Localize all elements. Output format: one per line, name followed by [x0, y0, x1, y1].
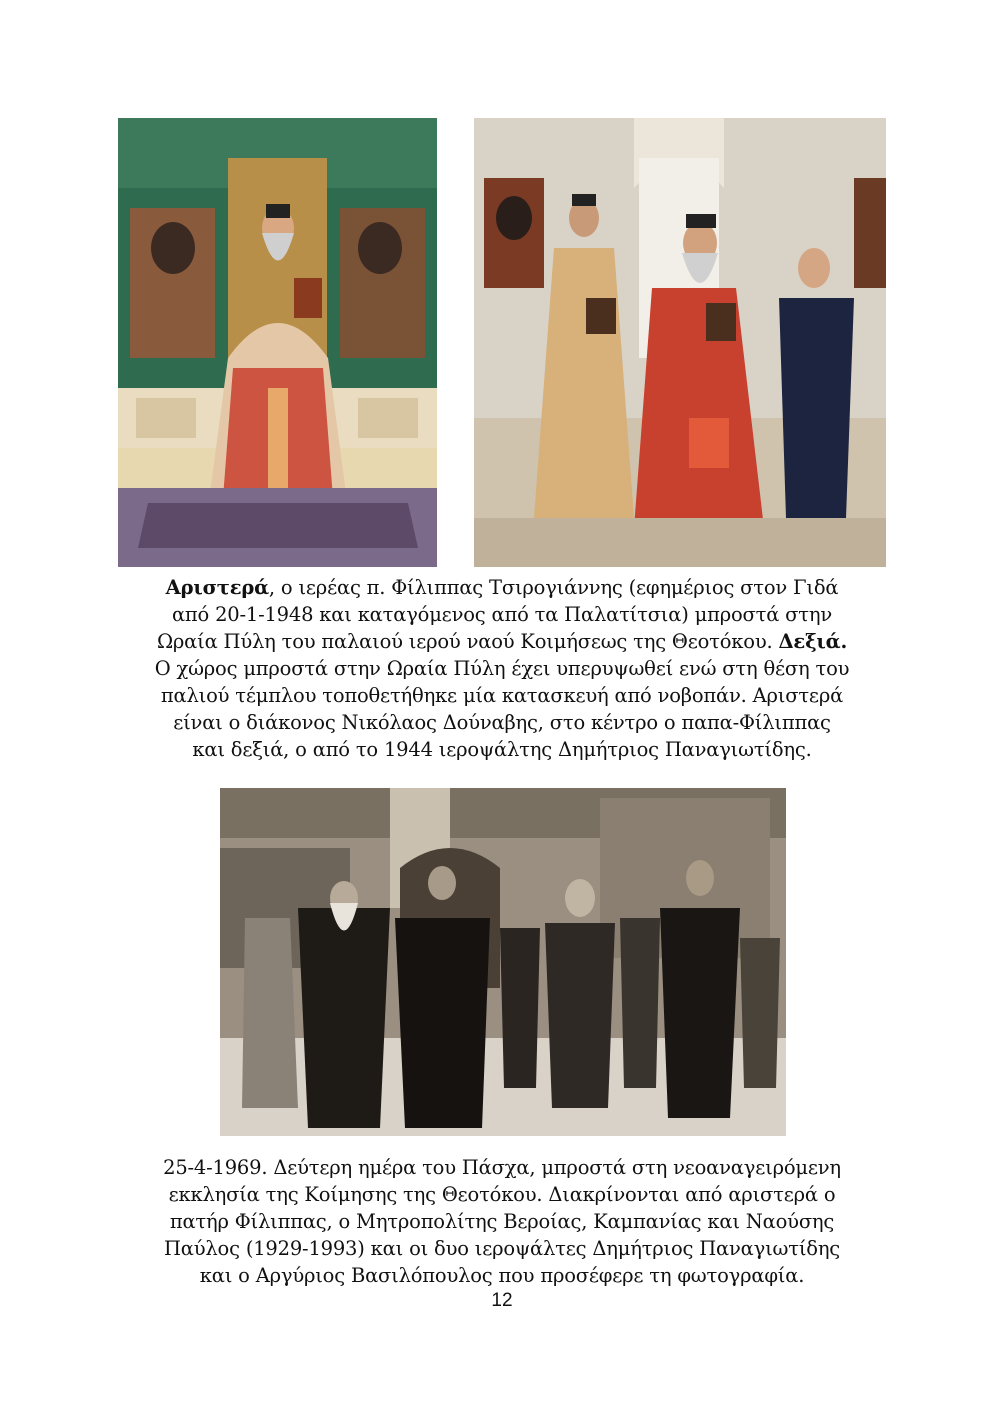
caption-bottom-line1: 25-4-1969. Δεύτερη ημέρα του Πάσχα, μπροστά στη νεοαναγειρόμενη [163, 1156, 841, 1179]
caption-bottom [110, 1154, 894, 1289]
caption-top-right-label: Δεξιά. [778, 630, 848, 653]
photo-group-church [220, 788, 786, 1136]
caption-bottom-line4: Παύλος (1929-1993) και οι δυο ιεροψάλτες Δημήτριος Παναγιωτίδης [163, 1237, 841, 1260]
caption-top-line6: είναι ο διάκονος Νικόλαος Δούναβης, στο κέντρο ο παπα-Φίλιππας [173, 711, 831, 734]
caption-top-lead: Αριστερά [165, 576, 269, 599]
caption-bottom-line2: εκκλησία της Κοίμησης της Θεοτόκου. Διακρίνονται από αριστερά ο [168, 1183, 836, 1206]
caption-top [116, 574, 888, 763]
caption-top-line4: Ο χώρος μπροστά στην Ωραία Πύλη έχει υπερυψωθεί ενώ στη θέση του [154, 657, 850, 680]
photo-priest-iconostasis [118, 118, 437, 567]
caption-top-line5: παλιού τέμπλου τοποθετήθηκε μία κατασκευή από νοβοπάν. Αριστερά [160, 684, 844, 707]
caption-top-line1: , ο ιερέας π. Φίλιππας Τσιρογιάννης (εφημέριος στον Γιδά [268, 576, 839, 599]
caption-top-line2: από 20-1-1948 και καταγόμενος από τα Παλατίτσια) μπροστά στην [171, 603, 833, 626]
page-number: 12 [491, 1290, 513, 1311]
caption-bottom-line5: και ο Αργύριος Βασιλόπουλος που προσέφερε τη φωτογραφία. [199, 1264, 805, 1287]
caption-bottom-line3: πατήρ Φίλιππας, ο Μητροπολίτης Βεροίας, Καμπανίας και Ναούσης [169, 1210, 835, 1233]
photo-three-men-church [474, 118, 886, 567]
caption-top-line3: Ωραία Πύλη του παλαιού ιερού ναού Κοιμήσεως της Θεοτόκου. [156, 630, 773, 653]
caption-top-line7: και δεξιά, ο από το 1944 ιεροψάλτης Δημήτριος Παναγιωτίδης. [192, 738, 812, 761]
